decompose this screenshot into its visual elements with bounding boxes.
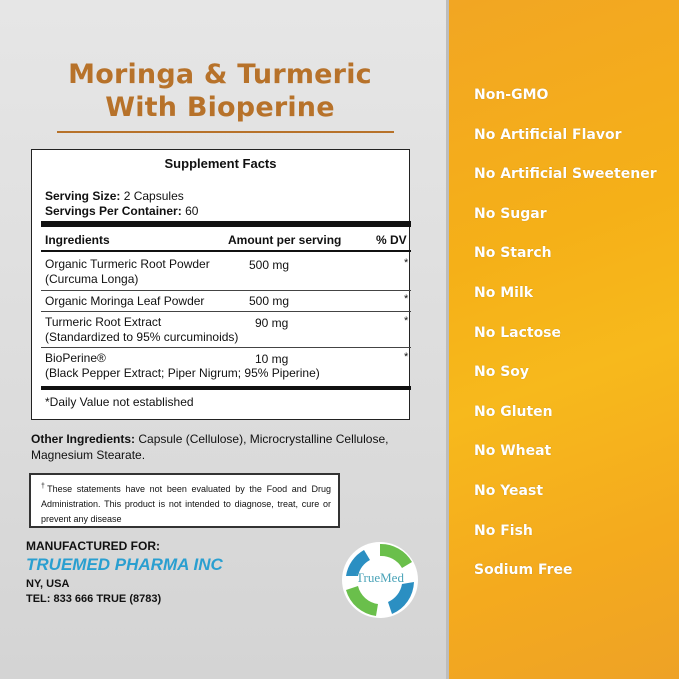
- manufactured-for-label: MANUFACTURED FOR:: [26, 539, 160, 553]
- claim-item: No Lactose: [474, 324, 562, 341]
- claim-item: No Fish: [474, 522, 533, 539]
- column-amount: Amount per serving: [228, 233, 342, 247]
- column-ingredients: Ingredients: [45, 233, 110, 247]
- product-title: [20, 58, 420, 124]
- claim-item: No Starch: [474, 245, 552, 262]
- ingredient-amount: 500 mg: [249, 294, 290, 308]
- ingredient-row: [45, 294, 204, 309]
- serving-info: [45, 189, 198, 219]
- ingredient-detail: (Curcuma Longa): [45, 272, 139, 286]
- claim-item: Sodium Free: [474, 562, 573, 579]
- claim-item: No Artificial Flavor: [474, 126, 622, 143]
- disclaimer-text: These statements have not been evaluated by the Food and Drug Administration. This product is not intended to diagnose, treat, cure or prevent any disease: [41, 484, 331, 524]
- row-divider: [41, 290, 411, 291]
- dagger-marker: †: [41, 483, 48, 490]
- serving-size-value: 2 Capsules: [123, 189, 184, 203]
- servings-per-container-label: Servings Per Container:: [45, 204, 182, 218]
- manufacturer-location: NY, USA: [26, 578, 70, 590]
- claim-item: No Gluten: [474, 403, 553, 420]
- free-from-claims-list: [474, 87, 657, 602]
- other-ingredients-text: Capsule (Cellulose), Microcrystalline Cellulose, Magnesium Stearate.: [31, 432, 389, 462]
- ingredient-dv: *: [404, 315, 409, 327]
- manufacturer-phone: TEL: 833 666 TRUE (8783): [26, 593, 162, 605]
- fda-disclaimer: [41, 479, 331, 527]
- fda-disclaimer-box: [29, 473, 340, 528]
- truemed-logo: [340, 540, 420, 620]
- ingredient-row: [45, 257, 210, 287]
- ingredient-amount: 10 mg: [255, 352, 289, 366]
- other-ingredients-label: Other Ingredients:: [31, 432, 136, 446]
- row-divider: [41, 311, 411, 312]
- ingredient-name: BioPerine®: [45, 351, 106, 365]
- serving-size-label: Serving Size:: [45, 189, 121, 203]
- ingredient-dv: *: [404, 293, 409, 305]
- claim-item: Non-GMO: [474, 87, 549, 103]
- ingredient-name: Turmeric Root Extract: [45, 315, 162, 329]
- row-divider: [41, 347, 411, 348]
- ingredient-name: Organic Moringa Leaf Powder: [45, 294, 205, 308]
- daily-value-footnote: *Daily Value not established: [45, 395, 194, 409]
- claim-item: No Soy: [474, 364, 530, 381]
- facts-bottom-rule: [41, 386, 411, 390]
- servings-per-container-value: 60: [185, 204, 199, 218]
- claim-item: No Yeast: [474, 482, 544, 499]
- claim-item: No Artificial Sweetener: [474, 166, 657, 183]
- ingredient-row: [45, 315, 238, 345]
- ingredient-name: Organic Turmeric Root Powder: [45, 257, 210, 271]
- supplement-facts-heading: Supplement Facts: [164, 156, 277, 171]
- column-dv: % DV: [376, 233, 407, 247]
- product-title-line2: With Bioperine: [105, 92, 335, 123]
- product-title-line1: Moringa & Turmeric: [68, 59, 372, 90]
- ingredient-detail: (Standardized to 95% curcuminoids): [45, 330, 239, 344]
- ingredient-dv: *: [404, 257, 409, 269]
- claim-item: No Sugar: [474, 205, 547, 222]
- title-underline: [57, 131, 394, 133]
- ingredient-dv: *: [404, 351, 409, 363]
- facts-header-rule: [41, 250, 411, 252]
- claim-item: No Milk: [474, 284, 534, 301]
- other-ingredients: [31, 431, 431, 463]
- ingredient-amount: 500 mg: [249, 258, 290, 272]
- claim-item: No Wheat: [474, 443, 552, 460]
- logo-text: TrueMed: [356, 570, 404, 585]
- ingredient-amount: 90 mg: [255, 316, 289, 330]
- manufacturer-name: TRUEMED PHARMA INC: [26, 555, 223, 574]
- ingredient-detail: (Black Pepper Extract; Piper Nigrum; 95% Piperine): [45, 366, 320, 380]
- facts-thick-rule: [41, 221, 411, 227]
- supplement-facts-panel: [31, 149, 410, 420]
